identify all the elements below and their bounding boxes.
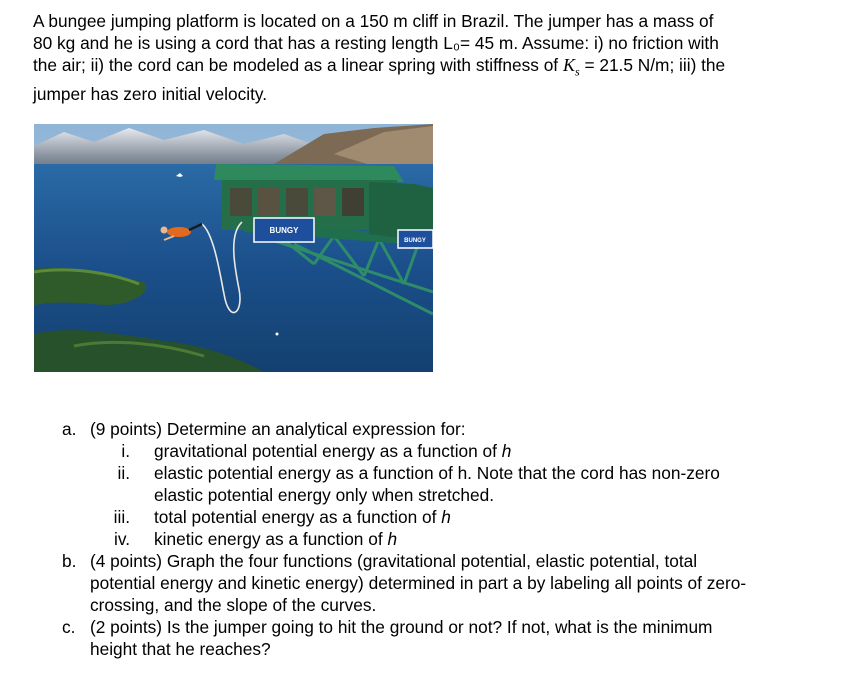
variable-h: h [501, 441, 512, 461]
question-line: potential energy and kinetic energy) determined in part a by labeling all points of zero- [90, 573, 747, 593]
variable-h: h [441, 507, 451, 527]
item-text [62, 528, 807, 550]
question-a-item [62, 506, 807, 528]
item-text-body: kinetic energy as a function of [154, 529, 383, 549]
question-line: crossing, and the slope of the curves. [90, 595, 377, 615]
item-text-body: total potential energy as a function of [154, 507, 437, 527]
item-number: i. [121, 441, 130, 461]
item-text [62, 506, 807, 528]
questions [62, 418, 807, 660]
question-c-text [62, 616, 807, 660]
intro-line [33, 54, 808, 83]
stiffness-subscript: s [574, 64, 580, 79]
item-text-line: elastic potential energy only when stretched. [154, 485, 495, 505]
question-a-label: a. [62, 419, 77, 439]
stiffness-letter: K [562, 55, 575, 75]
problem-statement [33, 10, 808, 105]
sign-left: BUNGY [269, 226, 299, 235]
item-text-line: elastic potential energy as a function of h. Note that the cord has non-zero [154, 463, 720, 483]
item-text [62, 440, 807, 462]
question-line: height that he reaches? [90, 639, 271, 659]
intro-text: the air; ii) the cord can be modeled as a linear spring with stiffness of [33, 55, 559, 75]
item-number: ii. [117, 463, 130, 483]
question-a-item [62, 462, 807, 506]
question-a-item [62, 528, 807, 550]
question-a [62, 418, 807, 440]
variable-h: h [387, 529, 398, 549]
question-b [62, 550, 807, 616]
question-a-item [62, 440, 807, 462]
intro-text: = 21.5 N/m; iii) the [584, 55, 726, 75]
item-number: iv. [114, 529, 130, 549]
bungee-platform-photo [34, 124, 433, 372]
item-text [62, 462, 807, 506]
question-a-text: (9 points) Determine an analytical expression for: [90, 419, 466, 439]
question-line: (2 points) Is the jumper going to hit the ground or not? If not, what is the minimum [90, 617, 713, 637]
item-number: iii. [113, 507, 130, 527]
intro-line: jumper has zero initial velocity. [33, 83, 268, 104]
intro-line: A bungee jumping platform is located on a 150 m cliff in Brazil. The jumper has a mass of [33, 11, 714, 31]
question-b-label: b. [62, 551, 77, 571]
item-text-body: gravitational potential energy as a function of [154, 441, 497, 461]
question-b-text [62, 550, 807, 616]
question-c [62, 616, 807, 660]
question-c-label: c. [62, 617, 76, 637]
intro-line: 80 kg and he is using a cord that has a resting length L₀= 45 m. Assume: i) no friction with [33, 33, 719, 53]
question-line: (4 points) Graph the four functions (gravitational potential, elastic potential, total [90, 551, 698, 571]
sign-right: BUNGY [404, 238, 426, 244]
stiffness-symbol [562, 55, 580, 79]
